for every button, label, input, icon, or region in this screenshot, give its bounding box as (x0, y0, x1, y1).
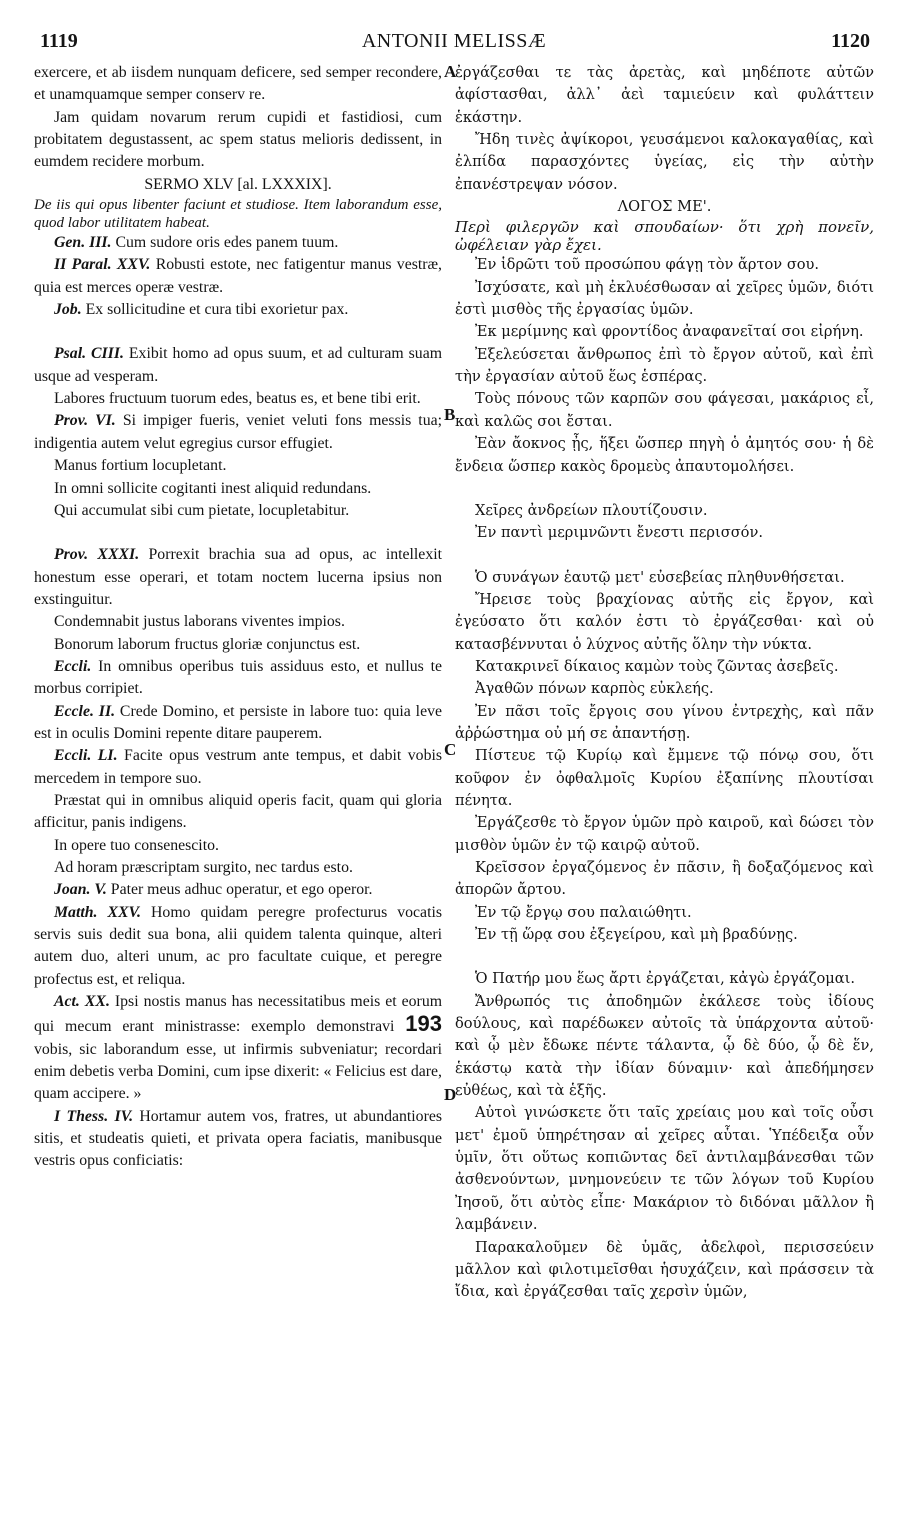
paragraph: Condemnabit justus laborans viventes impios. (54, 613, 345, 631)
paragraph (34, 701, 442, 746)
scripture-ref: Eccle. II. (54, 702, 116, 720)
paragraph: Τοὺς πόνους τῶν καρπῶν σου φάγεσαι, μακάριος εἶ, καὶ καλῶς σοι ἔσται. (455, 390, 874, 430)
paragraph (34, 254, 442, 299)
margin-marker-a: A (444, 62, 457, 81)
paragraph: In opere tuo consenescito. (54, 836, 219, 854)
verse-text: In omnibus operibus tuis assiduus esto, et nullus te morbus corripiet. (34, 657, 442, 698)
paragraph (34, 991, 442, 1106)
paragraph (34, 902, 442, 991)
spacer (34, 321, 442, 343)
scripture-ref: I Thess. IV. (54, 1107, 134, 1125)
verse-text: Ipsi nostis manus has necessitatibus meis et eorum qui mecum erant ministrasse: exemplo demonstravi (34, 993, 443, 1036)
paragraph: Qui accumulat sibi cum pietate, locupletabitur. (54, 501, 350, 519)
paragraph: In omni sollicite cogitanti inest aliquid redundans. (54, 479, 372, 497)
paragraph: Ἤρεισε τοὺς βραχίονας αὐτῆς εἰς ἔργον, καὶ ἐγεύσατο ὅτι καλόν ἐστι τὸ ἐργάζεσθαι· καὶ οὐ κατασβέννυται ὁ λύχνος αὐτῆς ὅλην τὴν νύκτα. (455, 590, 874, 653)
latin-column (34, 62, 442, 1173)
greek-column (455, 62, 874, 1304)
paragraph: Ἀγαθῶν πόνων καρπὸς εὐκλεής. (475, 680, 714, 698)
paragraph: Præstat qui in omnibus aliquid operis facit, quam qui gloria afficitur, panis indigens. (34, 791, 442, 832)
spacer (455, 545, 874, 567)
scripture-ref: Prov. VI. (54, 412, 116, 430)
right-page-number: 1120 (831, 30, 870, 52)
scripture-ref: Gen. III. (54, 234, 112, 252)
paragraph (34, 544, 442, 611)
paragraph: Bonorum laborum fructus gloriæ conjunctus est. (54, 635, 361, 653)
verse-text: Homo quidam peregre profecturus vocatis servis suis dedit sua bona, alii quidem talenta quinque, alteri autem duo, alteri unum, ac pro facultate cuique, et peregre profectus est, et reliqua. (34, 903, 442, 988)
left-page-number: 1119 (40, 30, 78, 52)
paragraph: Ἐν τῇ ὥρᾳ σου ἐξεγείρου, καὶ μὴ βραδύνῃς. (475, 926, 798, 944)
verse-text: Robusti estote, nec fatigentur manus vestræ, quia est merces operæ vestræ. (34, 256, 442, 296)
verse-text: Cum sudore oris edes panem tuum. (111, 234, 339, 252)
paragraph: Πίστευε τῷ Κυρίῳ καὶ ἔμμενε τῷ πόνῳ σου, ὅτι κοῦφον ἐν ὀφθαλμοῖς Κυρίου ἐξαπίνης πλουτίσαι πένητα. (455, 747, 874, 809)
paragraph (34, 232, 442, 254)
scripture-ref: Psal. CIII. (54, 345, 124, 363)
sermon-heading: SERMO XLV [al. LXXXIX]. (144, 175, 332, 193)
scripture-ref: Eccli. (54, 657, 92, 675)
paragraph: Ἄνθρωπός τις ἀποδημῶν ἐκάλεσε τοὺς ἰδίους δούλους, καὶ παρέδωκεν αὐτοῖς τὰ ὑπάρχοντα αὐτοῦ· καὶ ᾧ μὲν ἔδωκε πέντε τάλαντα, ᾧ δὲ δύο, ᾧ δὲ ἕν, ἑκάστῳ κατὰ τὴν ἰδίαν δύναμιν· καὶ ἀπεδήμησεν εὐθέως, καὶ τὰ ἑξῆς. (455, 992, 874, 1100)
paragraph (34, 1106, 442, 1173)
sermon-title: Περὶ φιλεργῶν καὶ σπουδαίων· ὅτι χρὴ πονεῖν, ὠφέλειαν γὰρ ἔχει. (455, 218, 874, 255)
running-head: ANTONII MELISSÆ (361, 30, 547, 52)
spacer (455, 946, 874, 968)
verse-text: Pater meus adhuc operatur, et ego operor. (106, 881, 373, 899)
scripture-ref: Prov. XXXI. (54, 546, 140, 564)
paragraph: ἐργάζεσθαι τε τὰς ἀρετὰς, καὶ μηδέποτε αὐτῶν ἀφίστασθαι, ἀλλ᾽ ἀεὶ ταμιεύειν καὶ φυλάττειν ἑκάστην. (455, 64, 874, 126)
scripture-ref: Joan. V. (54, 881, 107, 899)
verse-text: vobis, sic laborandum esse, ut infirmis subveniatur; recordari enim debetis verba Domini, cum ipse dixerit: « Felicius est dare, quam accipere. » (34, 1040, 442, 1103)
paragraph (34, 879, 442, 901)
paragraph: Παρακαλοῦμεν δὲ ὑμᾶς, ἀδελφοὶ, περισσεύειν μᾶλλον καὶ φιλοτιμεῖσθαι ἡσυχάζειν, καὶ πράσσειν τὰ ἴδια, καὶ ἐργάζεσθαι ταῖς χερσὶν ὑμῶν, (455, 1238, 874, 1301)
paragraph: Ad horam præscriptam surgito, nec tardus esto. (54, 859, 353, 876)
paragraph (34, 410, 442, 455)
paragraph: Ἐξελεύσεται ἄνθρωπος ἐπὶ τὸ ἔργον αὐτοῦ, καὶ ἐπὶ τὴν ἐργασίαν αὐτοῦ ἕως ἑσπέρας. (455, 345, 874, 386)
paragraph: Ἐργάζεσθε τὸ ἔργον ὑμῶν πρὸ καιροῦ, καὶ δώσει τὸν μισθὸν ὑμῶν ἐν τῷ καιρῷ αὐτοῦ. (455, 814, 874, 854)
paragraph: Labores fructuum tuorum edes, beatus es, et bene tibi erit. (54, 390, 421, 408)
paragraph: Ἐν παντὶ μεριμνῶντι ἔνεστι περισσόν. (475, 524, 763, 542)
paragraph: Ἐν τῷ ἔργῳ σου παλαιώθητι. (475, 903, 692, 921)
paragraph (34, 745, 442, 790)
paragraph: Ὁ συνάγων ἑαυτῷ μετ' εὐσεβείας πληθυνθήσεται. (475, 568, 845, 586)
paragraph: Jam quidam novarum rerum cupidi et fastidiosi, cum probitatem degustassent, ac spem status melioris dedissent, in eumdem recidere morbum. (34, 108, 442, 171)
paragraph: Κρεῖσσον ἐργαζόμενος ἐν πᾶσιν, ἢ δοξαζόμενος καὶ ἀπορῶν ἄρτου. (455, 859, 874, 899)
paragraph: Manus fortium locupletant. (54, 457, 227, 475)
spacer (455, 478, 874, 500)
paragraph: Ἐν πᾶσι τοῖς ἔργοις σου γίνου ἐντρεχὴς, καὶ πᾶν ἀῤῥώστημα οὐ μή σε ἀπαντήσῃ. (455, 702, 874, 742)
sermon-heading: ΛΟΓΟΣ ΜΕ'. (617, 198, 712, 216)
scripture-ref: Eccli. LI. (54, 747, 118, 765)
column-number: 193 (405, 1011, 442, 1037)
scripture-ref: Matth. XXV. (54, 903, 141, 921)
paragraph: Χεῖρες ἀνδρείων πλουτίζουσιν. (475, 501, 708, 519)
paragraph: Ὁ Πατήρ μου ἕως ἄρτι ἐργάζεται, κἀγὼ ἐργάζομαι. (475, 970, 856, 988)
verse-text: Hortamur autem vos, fratres, ut abundantiores sitis, et studeatis quieti, et privata opera faciatis, manibusque vestris opus conficiatis: (34, 1107, 442, 1170)
verse-text: Porrexit brachia sua ad opus, ac intellexit honestum esse operari, et totam noctem lucerna ipsius non exstinguitur. (34, 546, 442, 608)
paragraph: Αὐτοὶ γινώσκετε ὅτι ταῖς χρείαις μου καὶ τοῖς οὖσι μετ' ἐμοῦ ὑπηρέτησαν αἱ χεῖρες αὗται. Ὑπέδειξα οὖν ὑμῖν, ὅτι οὕτως κοπιῶντας δεῖ ἀντιλαμβάνεσθαι τῶν ἀσθενούντων, μνημονεύειν τε τῶν λόγων τοῦ Κυρίου Ἰησοῦ, ὅτι αὐτὸς εἶπε· Μακάριον τὸ διδόναι μᾶλλον ἢ λαμβάνειν. (455, 1104, 874, 1234)
paragraph: Ἐκ μερίμνης καὶ φροντίδος ἀναφανεῖταί σοι εἰρήνη. (475, 323, 864, 341)
paragraph (34, 656, 442, 701)
paragraph: Ἐν ἱδρῶτι τοῦ προσώπου φάγῃ τὸν ἄρτον σου. (475, 256, 820, 274)
verse-text: Si impiger fueris, veniet veluti fons messis tua; indigentia autem velut egregius cursor effugiet. (34, 412, 442, 452)
paragraph: Ἰσχύσατε, καὶ μὴ ἐκλυέσθωσαν αἱ χεῖρες ὑμῶν, διότι ἐστὶ μισθὸς τῆς ἐργασίας ὑμῶν. (455, 278, 874, 319)
margin-marker-c: C (444, 740, 457, 759)
verse-text: Ex sollicitudine et cura tibi exorietur pax. (81, 301, 349, 319)
page-header (0, 30, 908, 60)
margin-marker-b: B (444, 405, 456, 424)
scripture-ref: II Paral. XXV. (54, 256, 151, 274)
scripture-ref: Job. (54, 301, 82, 319)
scripture-ref: Act. XX. (54, 993, 110, 1011)
paragraph (34, 343, 442, 388)
spacer (34, 522, 442, 544)
paragraph: Κατακρινεῖ δίκαιος καμὼν τοὺς ζῶντας ἀσεβεῖς. (475, 657, 839, 675)
margin-marker-d: D (444, 1085, 457, 1104)
paragraph: exercere, et ab iisdem nunquam deficere, sed semper recondere, et unamquamque semper conserv re. (34, 64, 442, 104)
verse-text: Crede Domino, et persiste in labore tuo: quia leve est in oculis Domini repente ditare pauperem. (34, 702, 442, 742)
paragraph (34, 299, 442, 321)
paragraph: Ἤδη τινὲς ἀψίκοροι, γευσάμενοι καλοκαγαθίας, καὶ ἐλπίδα παρασχόντες ὑγείας, εἰς τὴν αὐτὴν ἐπανέστρεψαν νόσον. (455, 131, 874, 193)
verse-text: Exibit homo ad opus suum, et ad culturam suam usque ad vesperam. (34, 345, 442, 385)
paragraph: Ἐὰν ἄοκνος ᾖς, ἥξει ὥσπερ πηγὴ ὁ ἀμητός σου· ἡ δὲ ἔνδεια ὥσπερ κακὸς δρομεὺς ἀπαυτομολήσει. (455, 435, 874, 475)
sermon-title: De iis qui opus libenter faciunt et studiose. Item laborandum esse, quod labor utilitatem habeat. (34, 197, 442, 232)
verse-text: Facite opus vestrum ante tempus, et dabit vobis mercedem in tempore suo. (34, 747, 442, 787)
